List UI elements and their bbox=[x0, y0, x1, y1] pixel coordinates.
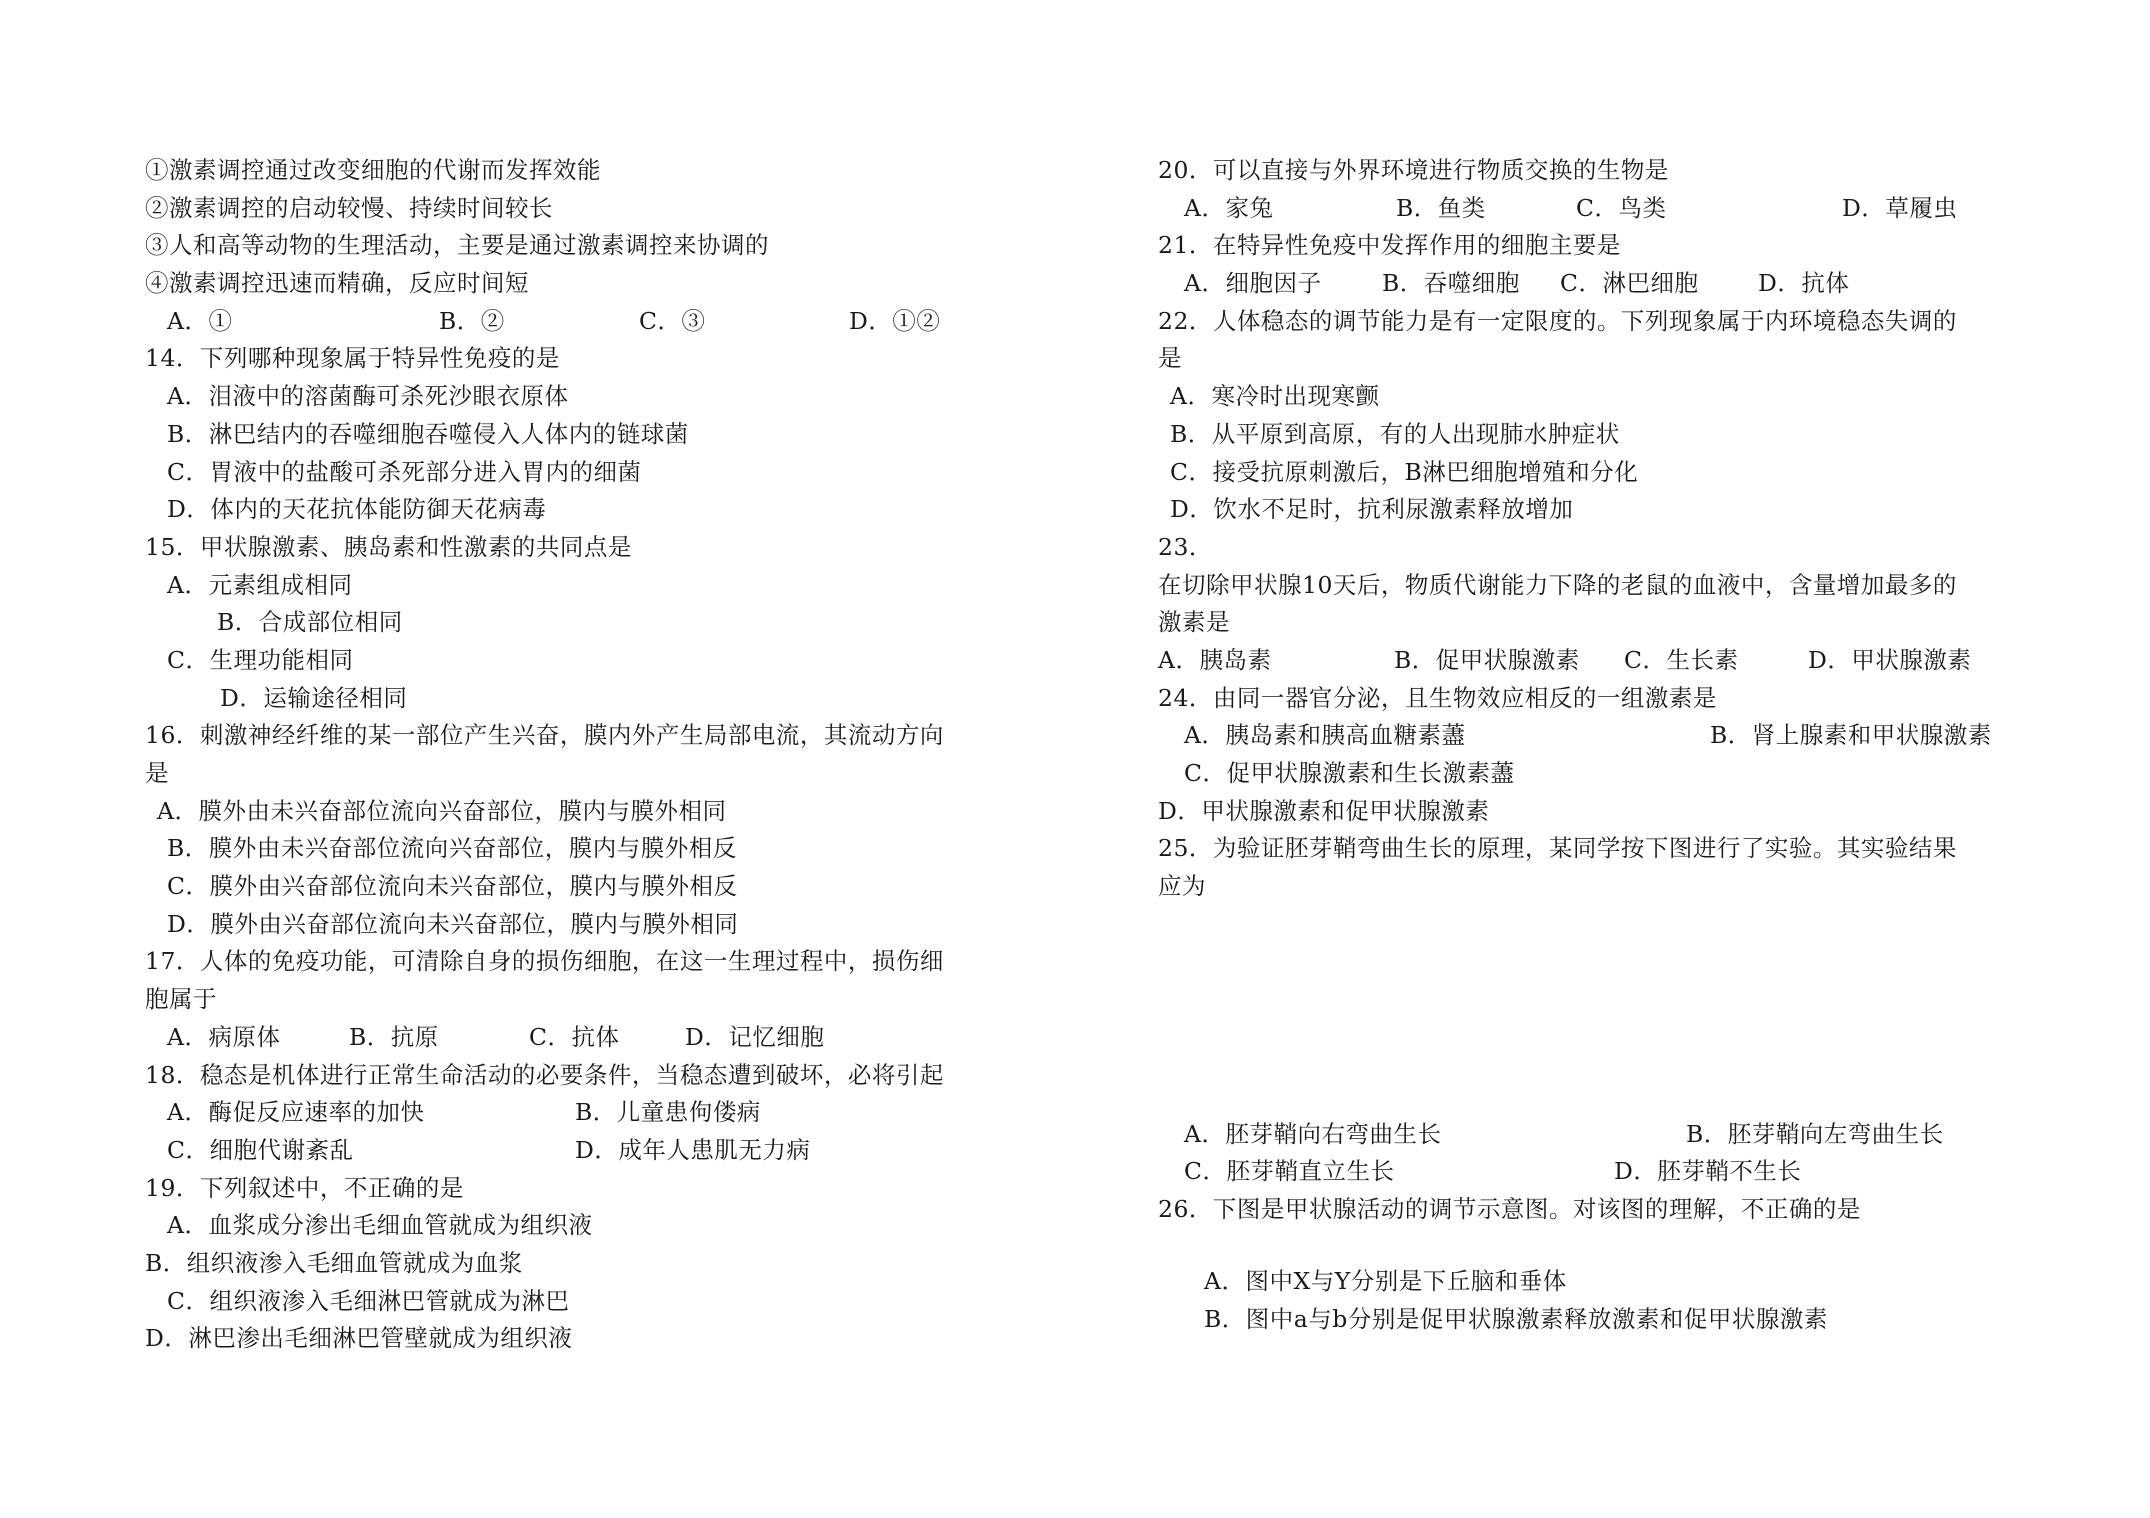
q18-options-ab bbox=[145, 1094, 1005, 1132]
q22-option-b: B．从平原到高原，有的人出现肺水肿症状 bbox=[1170, 419, 1620, 448]
question-14: 14．下列哪种现象属于特异性免疫的是 bbox=[145, 344, 560, 373]
q26-option-a: A．图中X与Y分别是下丘脑和垂体 bbox=[1204, 1266, 1567, 1295]
question-18: 18．稳态是机体进行正常生命活动的必要条件，当稳态遭到破坏，必将引起 bbox=[145, 1060, 944, 1089]
question-23-line-2: 激素是 bbox=[1158, 608, 1230, 637]
question-22-cont: 是 bbox=[1158, 344, 1182, 373]
q21-option-a: A．细胞因子 bbox=[1184, 269, 1322, 298]
question-24: 24．由同一器官分泌，且生物效应相反的一组激素是 bbox=[1158, 683, 1717, 712]
q25-option-d: D．胚芽鞘不生长 bbox=[1614, 1157, 1802, 1186]
q24-option-b: B．肾上腺素和甲状腺激素 bbox=[1710, 721, 1992, 750]
q19-option-d: D．淋巴渗出毛细淋巴管壁就成为组织液 bbox=[145, 1324, 573, 1353]
q20-option-b: B．鱼类 bbox=[1396, 193, 1486, 222]
q20-option-c: C．鸟类 bbox=[1576, 193, 1667, 222]
q15-option-c: C．生理功能相同 bbox=[167, 645, 354, 674]
q18-options-cd bbox=[145, 1132, 1005, 1170]
question-26: 26．下图是甲状腺活动的调节示意图。对该图的理解，不正确的是 bbox=[1158, 1195, 1861, 1224]
question-17: 17．人体的免疫功能，可清除自身的损伤细胞，在这一生理过程中，损伤细 bbox=[145, 947, 944, 976]
question-23-line-1: 在切除甲状腺10天后，物质代谢能力下降的老鼠的血液中，含量增加最多的 bbox=[1158, 570, 1957, 599]
q17-option-b: B．抗原 bbox=[349, 1022, 439, 1051]
right-column bbox=[1158, 152, 2038, 1338]
question-25-cont: 应为 bbox=[1158, 872, 1206, 901]
q25-option-c: C．胚芽鞘直立生长 bbox=[1184, 1157, 1395, 1186]
q19-option-b: B．组织液渗入毛细血管就成为血浆 bbox=[145, 1248, 523, 1277]
q13-options bbox=[145, 303, 1005, 341]
question-16: 16．刺激神经纤维的某一部位产生兴奋，膜内外产生局部电流，其流动方向 bbox=[145, 721, 944, 750]
q14-option-d: D．体内的天花抗体能防御天花病毒 bbox=[167, 495, 547, 524]
q14-option-b: B．淋巴结内的吞噬细胞吞噬侵入人体内的链球菌 bbox=[167, 419, 689, 448]
q25-options-cd bbox=[1158, 1153, 2038, 1191]
q16-option-a: A．膜外由未兴奋部位流向兴奋部位，膜内与膜外相同 bbox=[157, 796, 727, 825]
q17-options bbox=[145, 1019, 1005, 1057]
q15-option-a: A．元素组成相同 bbox=[167, 570, 353, 599]
q16-option-b: B．膜外由未兴奋部位流向兴奋部位，膜内与膜外相反 bbox=[167, 834, 737, 863]
q13-option-c: C．③ bbox=[639, 306, 706, 335]
q25-figure-space bbox=[1158, 906, 2038, 1116]
q14-option-c: C．胃液中的盐酸可杀死部分进入胃内的细菌 bbox=[167, 457, 642, 486]
q17-option-d: D．记忆细胞 bbox=[685, 1022, 825, 1051]
q23-option-a: A．胰岛素 bbox=[1158, 645, 1272, 674]
q25-option-b: B．胚芽鞘向左弯曲生长 bbox=[1686, 1119, 1944, 1148]
q23-option-d: D．甲状腺激素 bbox=[1808, 645, 1972, 674]
q24-option-c: C．促甲状腺激素和生长激素藎 bbox=[1184, 759, 1515, 787]
statement-1: ①激素调控通过改变细胞的代谢而发挥效能 bbox=[145, 156, 601, 184]
q16-option-d: D．膜外由兴奋部位流向未兴奋部位，膜内与膜外相同 bbox=[167, 909, 739, 938]
q24-option-a: A．胰岛素和胰高血糖素藎 bbox=[1184, 721, 1466, 750]
q15-option-b: B．合成部位相同 bbox=[217, 608, 403, 637]
q18-option-a: A．酶促反应速率的加快 bbox=[167, 1098, 425, 1127]
q25-option-a: A．胚芽鞘向右弯曲生长 bbox=[1184, 1119, 1442, 1148]
question-16-cont: 是 bbox=[145, 759, 169, 787]
statement-3: ③人和高等动物的生理活动，主要是通过激素调控来协调的 bbox=[145, 231, 769, 260]
question-15: 15．甲状腺激素、胰岛素和性激素的共同点是 bbox=[145, 532, 632, 561]
question-22: 22．人体稳态的调节能力是有一定限度的。下列现象属于内环境稳态失调的 bbox=[1158, 306, 1957, 335]
q16-option-c: C．膜外由兴奋部位流向未兴奋部位，膜内与膜外相反 bbox=[167, 872, 738, 901]
question-21: 21．在特异性免疫中发挥作用的细胞主要是 bbox=[1158, 231, 1621, 260]
q18-option-d: D．成年人患肌无力病 bbox=[575, 1135, 811, 1164]
question-25: 25．为验证胚芽鞘弯曲生长的原理，某同学按下图进行了实验。其实验结果 bbox=[1158, 834, 1957, 863]
q15-option-d: D．运输途径相同 bbox=[220, 683, 408, 712]
left-column bbox=[145, 152, 1005, 1358]
q18-option-c: C．细胞代谢紊乱 bbox=[167, 1135, 354, 1164]
statement-2: ②激素调控的启动较慢、持续时间较长 bbox=[145, 193, 553, 222]
q21-option-d: D．抗体 bbox=[1758, 269, 1850, 298]
q23-options bbox=[1158, 642, 2038, 680]
q26-figure-space bbox=[1158, 1229, 2038, 1263]
q13-option-d: D．①② bbox=[849, 306, 941, 335]
question-20: 20．可以直接与外界环境进行物质交换的生物是 bbox=[1158, 156, 1669, 184]
q24-option-d: D．甲状腺激素和促甲状腺激素 bbox=[1158, 796, 1490, 825]
q24-options-ab bbox=[1158, 717, 2038, 755]
q19-option-c: C．组织液渗入毛细淋巴管就成为淋巴 bbox=[167, 1286, 570, 1315]
q20-options bbox=[1158, 190, 2038, 228]
q13-option-b: B．② bbox=[439, 306, 505, 335]
question-19: 19．下列叙述中，不正确的是 bbox=[145, 1173, 464, 1202]
q14-option-a: A．泪液中的溶菌酶可杀死沙眼衣原体 bbox=[167, 382, 569, 411]
q25-options-ab bbox=[1158, 1116, 2038, 1154]
q23-option-b: B．促甲状腺激素 bbox=[1394, 645, 1580, 674]
q19-option-a: A．血浆成分渗出毛细血管就成为组织液 bbox=[167, 1211, 593, 1240]
q21-options bbox=[1158, 265, 2038, 303]
q26-option-b: B．图中a与b分别是促甲状腺激素释放激素和促甲状腺激素 bbox=[1204, 1304, 1828, 1333]
q22-option-c: C．接受抗原刺激后，B淋巴细胞增殖和分化 bbox=[1170, 457, 1639, 486]
q18-option-b: B．儿童患佝偻病 bbox=[575, 1098, 761, 1127]
q20-option-d: D．草履虫 bbox=[1842, 193, 1958, 222]
statement-4: ④激素调控迅速而精确，反应时间短 bbox=[145, 269, 529, 298]
q17-option-c: C．抗体 bbox=[529, 1022, 620, 1051]
q23-option-c: C．生长素 bbox=[1624, 645, 1739, 674]
q17-option-a: A．病原体 bbox=[167, 1022, 281, 1051]
q20-option-a: A．家兔 bbox=[1184, 193, 1274, 222]
q21-option-c: C．淋巴细胞 bbox=[1560, 269, 1699, 298]
question-17-cont: 胞属于 bbox=[145, 985, 217, 1014]
q21-option-b: B．吞噬细胞 bbox=[1382, 269, 1520, 298]
q22-option-a: A．寒冷时出现寒颤 bbox=[1170, 382, 1380, 411]
q13-option-a: A．① bbox=[167, 306, 233, 335]
question-23: 23． bbox=[1158, 532, 1213, 561]
q22-option-d: D．饮水不足时，抗利尿激素释放增加 bbox=[1170, 495, 1574, 524]
